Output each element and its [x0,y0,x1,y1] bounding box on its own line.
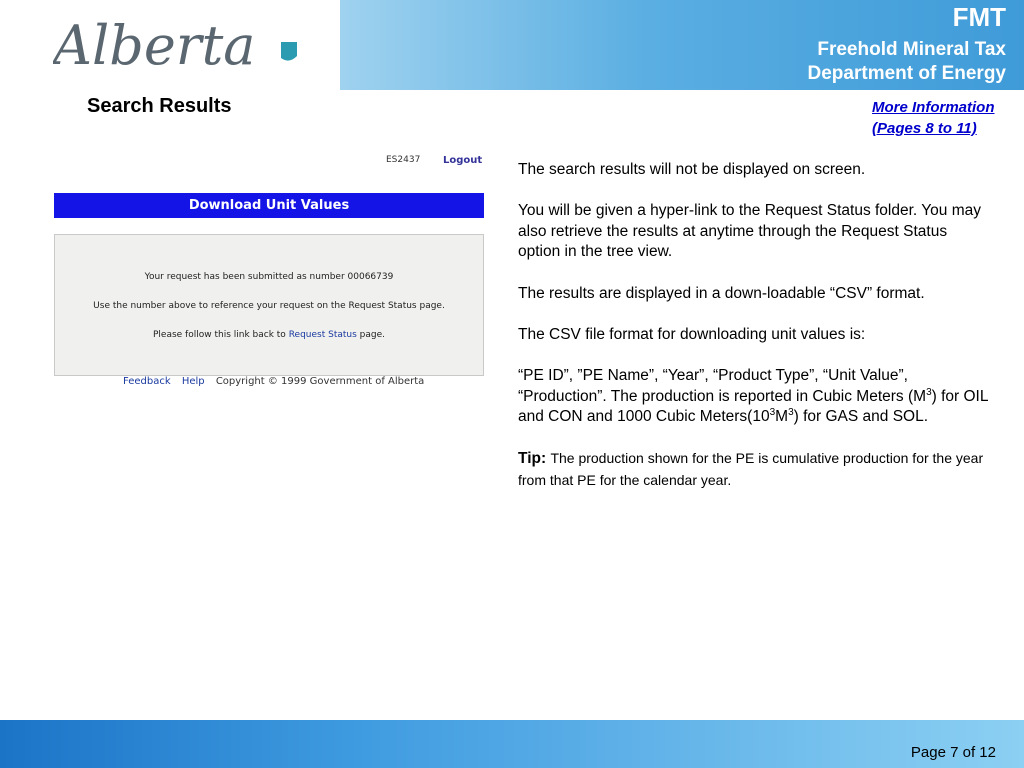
body-text [518,160,988,512]
csv-fields-text-d: ) for GAS and SOL. [793,408,929,426]
header-band [340,0,1024,90]
csv-fields-text-c: M [775,408,789,426]
user-id: ES2437 [386,155,421,165]
more-information-label[interactable]: More Information [872,99,995,116]
download-unit-values-screenshot [54,152,484,397]
more-information-link[interactable] [872,97,995,139]
paragraph-display-note: The search results will not be displayed on screen. [518,161,866,178]
tip-text: The production shown for the PE is cumulative production for the year from that PE for the calendar year. [518,450,984,488]
paragraph-hyperlink-note: You will be given a hyper-link to the Request Status folder. You may also retrieve the results at anytime through the Request Status option in the tree view. [518,202,981,261]
feedback-link[interactable]: Feedback [123,376,171,387]
superscript-3-b: 3 [769,406,776,418]
logout-link[interactable]: Logout [443,155,483,166]
request-status-suffix: page. [359,330,386,340]
request-confirmation-box [54,234,484,376]
copyright-text: Copyright © 1999 Government of Alberta [215,376,425,387]
page-title: Search Results [87,95,232,117]
csv-fields-text-a: “PE ID”, ”PE Name”, “Year”, “Product Type”, “Unit Value”, “Production”. The production is reported in Cubic Meters (M [518,366,927,405]
header [0,0,1024,90]
superscript-3-a: 3 [926,386,932,398]
download-unit-values-banner: Download Unit Values [54,193,484,218]
screenshot-footer [123,376,424,387]
csv-fields-text-b: ) for OIL and CON and 1000 Cubic Meters(10 [518,387,988,426]
svg-text:Alberta: Alberta [53,14,256,77]
paragraph-tip [518,448,988,491]
footer-band [0,720,1024,768]
request-status-link[interactable]: Request Status [288,330,357,340]
tip-label: Tip: [518,450,547,468]
app-abbrev: FMT [952,2,1006,32]
superscript-3-c: 3 [788,406,794,418]
paragraph-csv-intro: The CSV file format for downloading unit values is: [518,325,866,343]
help-link[interactable]: Help [181,376,205,387]
app-name: Freehold Mineral Tax [817,39,1006,60]
alberta-logo [18,0,340,90]
request-status-prefix: Please follow this link back to [152,330,286,340]
paragraph-csv-format: The results are displayed in a down-loadable “CSV” format. [518,284,925,302]
page-number: Page 7 of 12 [910,744,996,761]
more-information-pages[interactable]: (Pages 8 to 11) [872,120,977,137]
paragraph-csv-fields [518,366,988,428]
request-number-text: Your request has been submitted as number 00066739 [144,272,394,282]
department-name: Department of Energy [807,63,1006,84]
reference-instruction-text: Use the number above to reference your request on the Request Status page. [93,301,445,311]
request-status-line [55,330,483,340]
alberta-logo-mark [53,12,323,78]
